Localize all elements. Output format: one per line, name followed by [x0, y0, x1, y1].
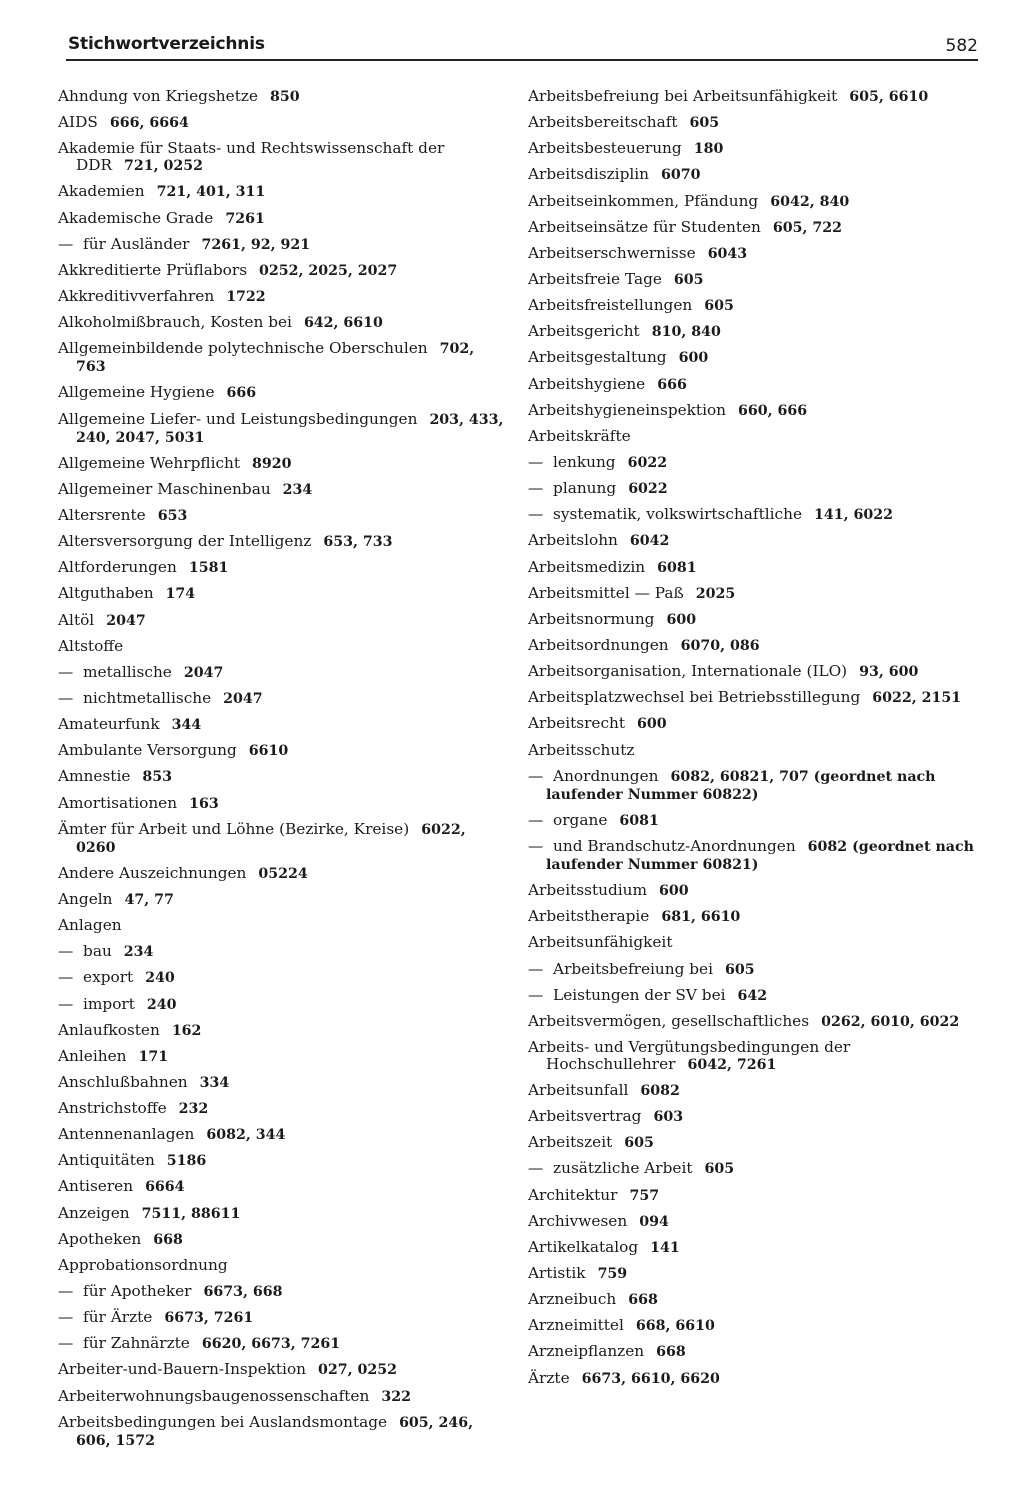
index-page-refs: 1581: [188, 560, 229, 577]
index-page-refs: 6070, 086: [680, 637, 760, 654]
index-page-refs: 600: [637, 716, 667, 733]
index-entry: [528, 323, 978, 341]
index-page-refs: 668: [153, 1231, 183, 1248]
index-term: Akkreditierte Prüflabors: [58, 260, 248, 279]
index-term: Arbeitsbefreiung bei Arbeitsunfähigkeit: [528, 87, 838, 105]
index-term: Anstrichstoffe: [58, 1099, 167, 1118]
index-page-refs: 6070: [661, 167, 701, 184]
index-entry: [528, 559, 978, 577]
index-page-refs: 234: [123, 944, 154, 961]
index-term: Akademien: [58, 182, 145, 201]
index-page-refs: 163: [189, 795, 219, 812]
index-page-refs: 653: [157, 507, 188, 524]
index-term: Amortisationen: [58, 793, 178, 812]
index-page-refs: 642: [737, 987, 768, 1004]
index-term: Akademische Grade: [58, 208, 214, 227]
index-term: Arbeitsvermögen, gesellschaftliches: [528, 1011, 810, 1030]
index-term: — für Ausländer: [58, 235, 190, 253]
index-term: Altforderungen: [58, 558, 177, 577]
index-page-refs: 668: [656, 1344, 686, 1361]
index-page-refs: 603: [653, 1109, 684, 1126]
index-term: — für Ärzte: [58, 1308, 152, 1326]
index-page-refs: 6082: [640, 1083, 680, 1100]
index-term: Ärzte: [528, 1368, 570, 1387]
index-page-refs: 6042: [629, 533, 670, 550]
index-entry: [528, 166, 978, 184]
index-subentry: [58, 664, 508, 682]
index-entry: [528, 532, 978, 550]
index-page-refs: 1722: [226, 288, 266, 305]
index-page-refs: 653, 733: [323, 534, 393, 551]
index-entry: [58, 533, 508, 551]
index-term: Arbeitstherapie: [528, 907, 650, 926]
index-term: Altersversorgung der Intelligenz: [58, 532, 312, 551]
index-page-refs: 605, 722: [772, 219, 843, 236]
index-entry: [528, 1370, 978, 1388]
index-term: Altstoffe: [58, 636, 124, 655]
index-page-refs: 600: [658, 883, 689, 900]
index-entry: [528, 271, 978, 289]
index-entry: [58, 1205, 508, 1223]
index-subentry: [528, 768, 978, 804]
index-subentry: [528, 987, 978, 1005]
index-entry: [58, 1178, 508, 1196]
index-entry: [58, 865, 508, 883]
index-term: Allgemeine Wehrpflicht: [58, 453, 241, 472]
index-term: Arbeitsmittel — Paß: [528, 583, 684, 602]
index-entry: [58, 288, 508, 306]
index-entry: [58, 183, 508, 201]
index-page-refs: 642, 6610: [303, 315, 383, 332]
index-entry: [528, 611, 978, 629]
index-page-refs: 757: [629, 1187, 660, 1204]
index-page-refs: 721, 0252: [124, 158, 204, 175]
index-entry: [528, 428, 978, 446]
index-page-refs: 47, 77: [124, 891, 174, 908]
index-term: Arbeitsorganisation, Internationale (ILO): [528, 662, 848, 681]
index-page-refs: 6082 (geordnet nach laufender Nummer 60821): [546, 838, 974, 873]
index-entry: [528, 114, 978, 132]
index-page-refs: 6673, 7261: [164, 1310, 254, 1327]
index-term: Anlagen: [58, 916, 122, 935]
index-term: Anlaufkosten: [58, 1020, 160, 1039]
index-term: Arbeitsgestaltung: [528, 348, 667, 367]
index-term: Arbeitsfreistellungen: [528, 296, 693, 315]
index-page-refs: 605: [704, 298, 734, 315]
index-page-refs: 141, 6022: [814, 507, 893, 524]
index-term: Arbeitsnormung: [528, 609, 655, 628]
index-entry: [528, 1291, 978, 1309]
index-entry: [58, 140, 508, 175]
index-page-refs: 6082, 60821, 707 (geordnet nach laufender Nummer 60822): [546, 768, 936, 803]
index-term: Arbeitseinsätze für Studenten: [528, 217, 761, 236]
index-subentry: [58, 1283, 508, 1301]
index-page-refs: 668: [628, 1292, 658, 1309]
index-page-refs: 6022: [627, 454, 668, 471]
index-term: Arbeitsgericht: [528, 322, 640, 341]
index-entry: [58, 384, 508, 402]
index-term: Arzneimittel: [528, 1316, 624, 1335]
page-title: Stichwortverzeichnis: [68, 34, 265, 54]
index-term: Anleihen: [58, 1046, 127, 1065]
index-page-refs: 2047: [183, 664, 224, 681]
index-entry: [528, 1108, 978, 1126]
index-subentry: [58, 996, 508, 1014]
index-term: Allgemeiner Maschinenbau: [58, 479, 271, 498]
index-entry: [528, 585, 978, 603]
header-rule: [66, 59, 978, 61]
index-page-refs: 7261, 92, 921: [201, 236, 311, 253]
index-term: Arbeitsbereitschaft: [528, 113, 678, 132]
index-entry: [528, 689, 978, 707]
index-entry: [528, 882, 978, 900]
index-term: Allgemeinbildende polytechnische Oberschulen: [58, 339, 428, 358]
index-term: Altguthaben: [58, 584, 154, 603]
index-term: Anschlußbahnen: [58, 1072, 188, 1091]
index-entry: [58, 559, 508, 577]
index-page-refs: 600: [678, 350, 709, 367]
index-page-refs: 322: [381, 1388, 411, 1405]
page-number: 582: [945, 36, 978, 56]
index-entry: [58, 262, 508, 280]
index-term: — nichtmetallische: [58, 689, 211, 707]
index-subentry: [58, 969, 508, 987]
index-page-refs: 6673, 668: [203, 1284, 283, 1301]
index-term: Artikelkatalog: [528, 1237, 639, 1256]
index-column-right: [528, 88, 978, 1396]
index-entry: [58, 411, 508, 447]
index-page-refs: 162: [171, 1022, 202, 1039]
index-term: Amateurfunk: [58, 715, 160, 734]
index-entry: [58, 1152, 508, 1170]
index-term: — für Zahnärzte: [58, 1334, 190, 1352]
index-term: Arbeitsunfähigkeit: [528, 933, 673, 952]
index-page-refs: 7511, 88611: [141, 1205, 241, 1222]
index-entry: [58, 1414, 508, 1450]
index-term: Antennenanlagen: [58, 1125, 195, 1144]
index-subentry: [58, 690, 508, 708]
index-entry: [528, 1039, 978, 1074]
index-page-refs: 600: [666, 611, 697, 628]
index-page-refs: 605: [724, 961, 755, 978]
index-entry: [58, 612, 508, 630]
index-page-refs: 027, 0252: [318, 1362, 397, 1379]
index-term: Arbeitsbedingungen bei Auslandsmontage: [58, 1412, 388, 1431]
index-page-refs: 8920: [252, 455, 292, 472]
index-entry: [58, 1048, 508, 1066]
index-term: Arbeitseinkommen, Pfändung: [528, 191, 759, 210]
index-term: — metallische: [58, 663, 172, 681]
index-term: Ahndung von Kriegshetze: [58, 87, 258, 105]
index-term: Arbeitsstudium: [528, 881, 647, 900]
index-term: Ambulante Versorgung: [58, 741, 237, 760]
index-entry: [528, 140, 978, 158]
index-term: Arzneibuch: [528, 1290, 617, 1309]
index-page-refs: 6042, 840: [770, 193, 850, 210]
index-term: Arbeitsrecht: [528, 714, 626, 733]
index-entry: [528, 1082, 978, 1100]
index-entry: [58, 1022, 508, 1040]
index-subentry: [58, 1309, 508, 1327]
page-header: [68, 30, 978, 60]
index-entry: [528, 402, 978, 420]
index-page-refs: 234: [282, 481, 313, 498]
index-term: Arbeitserschwernisse: [528, 243, 696, 262]
index-page-refs: 232: [178, 1101, 209, 1118]
index-term: Artistik: [528, 1264, 586, 1283]
index-page-refs: 344: [171, 717, 202, 734]
index-page-refs: 668, 6610: [635, 1318, 715, 1335]
index-term: — import: [58, 995, 135, 1013]
index-entry: [58, 821, 508, 857]
index-entry: [58, 1126, 508, 1144]
index-term: Amnestie: [58, 767, 131, 786]
index-subentry: [58, 236, 508, 254]
index-entry: [528, 742, 978, 760]
index-entry: [58, 891, 508, 909]
index-subentry: [528, 812, 978, 830]
index-term: Altöl: [58, 610, 95, 629]
index-term: Allgemeine Liefer- und Leistungsbedingungen: [58, 409, 418, 428]
index-page-refs: 6043: [707, 245, 748, 262]
index-term: Arbeitsbesteuerung: [528, 139, 682, 158]
index-term: Architektur: [528, 1185, 618, 1204]
index-entry: [528, 908, 978, 926]
index-subentry: [58, 943, 508, 961]
index-page-refs: 0252, 2025, 2027: [259, 262, 398, 279]
index-page-refs: 6081: [657, 559, 697, 576]
index-entry: [58, 1388, 508, 1406]
index-entry: [528, 663, 978, 681]
index-page-refs: 605: [704, 1161, 735, 1178]
index-term: Antiseren: [58, 1177, 134, 1196]
index-page-refs: 05224: [258, 865, 308, 882]
index-page-refs: 6610: [248, 743, 289, 760]
index-entry: [528, 637, 978, 655]
index-term: — organe: [528, 811, 607, 829]
index-subentry: [528, 506, 978, 524]
index-term: — Leistungen der SV bei: [528, 986, 726, 1004]
index-term: Antiquitäten: [58, 1151, 155, 1170]
index-page-refs: 174: [165, 586, 196, 603]
index-page-refs: 605: [689, 115, 720, 132]
index-entry: [58, 455, 508, 473]
index-entry: [58, 795, 508, 813]
index-page-refs: 853: [142, 769, 173, 786]
index-entry: [528, 88, 978, 106]
index-page-refs: 141: [650, 1239, 680, 1256]
index-page-refs: 666: [226, 385, 257, 402]
index-entry: [58, 1100, 508, 1118]
index-entry: [528, 1013, 978, 1031]
index-entry: [58, 88, 508, 106]
index-term: — systematik, volkswirtschaftliche: [528, 505, 802, 523]
index-entry: [528, 715, 978, 733]
index-entry: [528, 193, 978, 211]
index-term: Arbeitskräfte: [528, 426, 631, 445]
index-term: Arbeitsunfall: [528, 1081, 629, 1100]
index-page-refs: 0262, 6010, 6022: [821, 1013, 960, 1030]
index-page-refs: 702, 763: [76, 341, 475, 376]
index-entry: [528, 219, 978, 237]
index-term: Arbeitsdisziplin: [528, 165, 650, 184]
index-entry: [58, 210, 508, 228]
index-page-refs: 666: [657, 376, 687, 393]
index-page-refs: 666, 6664: [109, 115, 189, 132]
index-term: Akkreditivverfahren: [58, 286, 215, 305]
index-entry: [58, 1074, 508, 1092]
index-term: — bau: [58, 942, 112, 960]
index-term: — zusätzliche Arbeit: [528, 1159, 692, 1177]
index-term: Arbeitszeit: [528, 1133, 613, 1152]
index-term: — export: [58, 968, 133, 986]
index-page-refs: 681, 6610: [661, 909, 741, 926]
index-entry: [528, 349, 978, 367]
index-term: — Arbeitsbefreiung bei: [528, 960, 713, 978]
index-entry: [528, 934, 978, 952]
index-page-refs: 6673, 6610, 6620: [581, 1370, 720, 1387]
index-entry: [58, 638, 508, 656]
index-page-refs: 6022, 0260: [76, 821, 466, 856]
index-entry: [528, 1134, 978, 1152]
index-entry: [58, 481, 508, 499]
index-subentry: [58, 1335, 508, 1353]
index-term: Arbeiterwohnungsbaugenossenschaften: [58, 1386, 370, 1405]
index-page-refs: 810, 840: [651, 324, 721, 341]
index-page-refs: 6082, 344: [206, 1127, 286, 1144]
index-entry: [528, 297, 978, 315]
index-term: Arbeitsordnungen: [528, 635, 669, 654]
index-term: Ämter für Arbeit und Löhne (Bezirke, Kreise): [58, 819, 410, 838]
index-page-refs: 334: [199, 1074, 230, 1091]
index-term: Andere Auszeichnungen: [58, 863, 247, 882]
index-page-refs: 6664: [145, 1179, 185, 1196]
index-column-left: [58, 88, 508, 1458]
index-page-refs: 721, 401, 311: [156, 184, 266, 201]
index-term: Arbeitsschutz: [528, 740, 635, 759]
index-page-refs: 850: [269, 89, 300, 105]
index-page-refs: 180: [693, 141, 724, 158]
index-page-refs: 2025: [695, 585, 736, 602]
index-page-refs: 240: [145, 970, 175, 987]
index-term: Arbeiter-und-Bauern-Inspektion: [58, 1360, 306, 1379]
index-page-refs: 240: [146, 996, 177, 1013]
index-page-refs: 171: [138, 1048, 169, 1065]
index-term: Arbeitsmedizin: [528, 557, 646, 576]
index-page-refs: 5186: [166, 1153, 207, 1170]
index-term: Arbeitsvertrag: [528, 1107, 642, 1126]
index-entry: [528, 1317, 978, 1335]
index-page-refs: 2047: [223, 690, 263, 707]
index-page-refs: 759: [597, 1266, 628, 1283]
index-page-refs: 094: [639, 1213, 669, 1230]
index-term: Arbeitsfreie Tage: [528, 269, 662, 288]
index-page-refs: 605, 6610: [849, 89, 929, 105]
index-term: Arbeitshygieneinspektion: [528, 400, 727, 419]
index-term: Archivwesen: [528, 1211, 628, 1230]
index-page-refs: 6022, 2151: [872, 690, 962, 707]
index-page-refs: 6042, 7261: [687, 1056, 777, 1073]
index-term: Angeln: [58, 889, 113, 908]
index-term: AIDS: [58, 113, 98, 132]
index-term: — lenkung: [528, 453, 616, 471]
index-page-refs: 6022: [628, 481, 668, 498]
index-page-refs: 7261: [225, 210, 265, 227]
index-entry: [58, 1231, 508, 1249]
index-entry: [528, 1187, 978, 1205]
index-page-refs: 605, 246, 606, 1572: [76, 1414, 474, 1449]
index-entry: [58, 114, 508, 132]
index-subentry: [528, 480, 978, 498]
index-entry: [528, 1265, 978, 1283]
index-term: Arbeitshygiene: [528, 374, 646, 393]
index-subentry: [528, 454, 978, 472]
index-entry: [58, 340, 508, 376]
index-subentry: [528, 961, 978, 979]
index-term: Altersrente: [58, 505, 146, 524]
index-subentry: [528, 838, 978, 874]
index-term: Anzeigen: [58, 1203, 130, 1222]
index-entry: [58, 507, 508, 525]
index-term: Approbationsordnung: [58, 1255, 228, 1274]
index-entry: [58, 1257, 508, 1275]
index-page-refs: 6081: [619, 812, 659, 829]
index-term: Arbeitslohn: [528, 531, 618, 550]
index-term: Arbeits- und Vergütungsbedingungen der Hochschullehrer: [528, 1037, 851, 1073]
index-entry: [528, 245, 978, 263]
index-term: — und Brandschutz-Anordnungen: [528, 837, 796, 855]
index-entry: [528, 1343, 978, 1361]
index-term: — planung: [528, 479, 616, 497]
index-entry: [528, 376, 978, 394]
index-page-refs: 6620, 6673, 7261: [201, 1336, 341, 1353]
index-term: Akademie für Staats- und Rechtswissenschaft der DDR: [58, 139, 445, 175]
index-entry: [58, 768, 508, 786]
index-page-refs: 605: [624, 1135, 654, 1152]
index-term: Apotheken: [58, 1229, 142, 1248]
index-page-refs: 660, 666: [738, 402, 808, 419]
index-subentry: [528, 1160, 978, 1178]
index-term: — Anordnungen: [528, 767, 659, 785]
index-term: Arzneipflanzen: [528, 1342, 645, 1361]
index-entry: [58, 917, 508, 935]
index-entry: [58, 716, 508, 734]
index-page-refs: 605: [673, 271, 704, 288]
index-entry: [58, 1361, 508, 1379]
index-entry: [58, 314, 508, 332]
index-entry: [58, 742, 508, 760]
index-page-refs: 2047: [106, 612, 146, 629]
index-page-refs: 203, 433, 240, 2047, 5031: [76, 411, 504, 446]
index-term: Alkoholmißbrauch, Kosten bei: [58, 313, 292, 332]
index-entry: [58, 585, 508, 603]
index-page-refs: 93, 600: [859, 664, 919, 681]
index-entry: [528, 1239, 978, 1257]
index-term: Allgemeine Hygiene: [58, 383, 215, 402]
index-entry: [528, 1213, 978, 1231]
index-term: — für Apotheker: [58, 1282, 191, 1300]
index-term: Arbeitsplatzwechsel bei Betriebsstillegung: [528, 688, 861, 707]
